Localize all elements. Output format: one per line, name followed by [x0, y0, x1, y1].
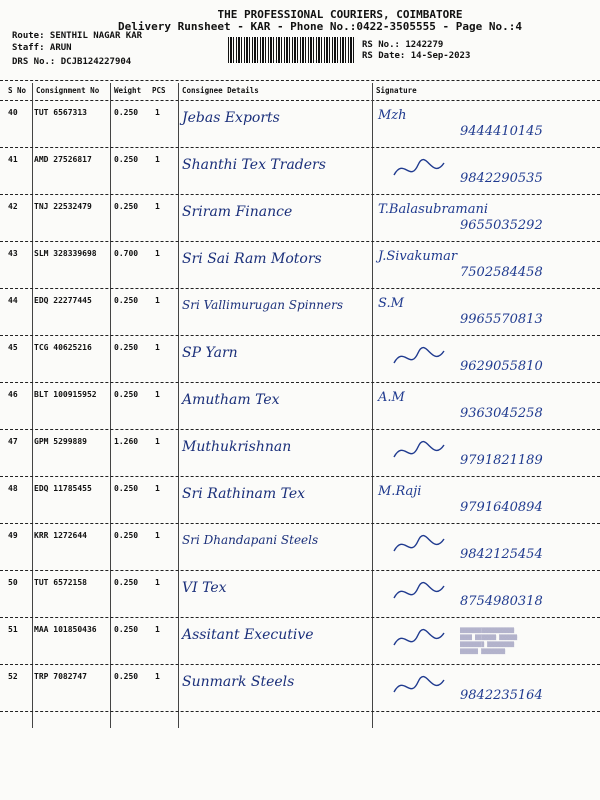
- table-row: [0, 102, 600, 149]
- row-pcs: 1: [155, 155, 160, 164]
- row-weight: 0.250: [114, 672, 139, 681]
- row-sno: 49: [8, 531, 18, 540]
- row-divider: [0, 523, 600, 524]
- row-consignment: AMD 27526817: [34, 155, 92, 164]
- table-row: [0, 149, 600, 196]
- row-divider: [0, 335, 600, 336]
- row-pcs: 1: [155, 437, 160, 446]
- header-rule: [0, 80, 600, 81]
- signature-scribble: [392, 343, 452, 373]
- row-divider: [0, 382, 600, 383]
- row-divider: [0, 147, 600, 148]
- row-signature-name: Mzh: [378, 108, 407, 123]
- row-consignee: Sunmark Steels: [182, 674, 295, 690]
- row-pcs: 1: [155, 343, 160, 352]
- row-signature-name: M.Raji: [378, 484, 422, 499]
- row-pcs: 1: [155, 672, 160, 681]
- row-signature-name: S.M: [378, 296, 404, 311]
- table-row: [0, 525, 600, 572]
- row-pcs: 1: [155, 484, 160, 493]
- row-weight: 0.250: [114, 155, 139, 164]
- row-weight: 0.250: [114, 296, 139, 305]
- row-consignee: Sri Rathinam Tex: [182, 486, 306, 502]
- row-divider: [0, 241, 600, 242]
- col-pcs: PCS: [152, 86, 166, 95]
- row-consignee: Shanthi Tex Traders: [182, 157, 326, 173]
- table-row: [0, 478, 600, 525]
- table-row: [0, 196, 600, 243]
- row-divider: [0, 617, 600, 618]
- row-consignee: Amutham Tex: [182, 392, 280, 408]
- row-pcs: 1: [155, 531, 160, 540]
- row-sno: 40: [8, 108, 18, 117]
- row-consignee: Sri Vallimurugan Spinners: [182, 298, 343, 312]
- row-pcs: 1: [155, 202, 160, 211]
- row-signature-phone: 7502584458: [460, 265, 543, 280]
- row-pcs: 1: [155, 390, 160, 399]
- runsheet-subtitle: Delivery Runsheet - KAR - Phone No.:0422-3505555 - Page No.:4: [118, 20, 522, 33]
- route-label: Route: SENTHIL NAGAR KAR: [12, 31, 143, 41]
- barcode: [228, 37, 356, 63]
- row-signature-phone: 9655035292: [460, 218, 543, 233]
- row-divider: [0, 570, 600, 571]
- row-sno: 48: [8, 484, 18, 493]
- row-sno: 45: [8, 343, 18, 352]
- row-weight: 0.700: [114, 249, 139, 258]
- row-weight: 0.250: [114, 390, 139, 399]
- col-consignment: Consignment No: [36, 86, 100, 95]
- table-row: [0, 290, 600, 337]
- row-consignee: Sri Dhandapani Steels: [182, 533, 319, 547]
- row-weight: 0.250: [114, 578, 139, 587]
- row-consignee: Sri Sai Ram Motors: [182, 251, 322, 267]
- row-pcs: 1: [155, 296, 160, 305]
- signature-scribble: [392, 625, 452, 655]
- row-signature-phone: 9965570813: [460, 312, 543, 327]
- col-consignee: Consignee Details: [182, 86, 259, 95]
- row-divider: [0, 429, 600, 430]
- signature-scribble: [392, 578, 452, 608]
- row-consignee: Jebas Exports: [182, 110, 280, 126]
- row-signature-phone: 9842125454: [460, 547, 543, 562]
- row-weight: 0.250: [114, 484, 139, 493]
- row-divider: [0, 476, 600, 477]
- row-consignment: TNJ 22532479: [34, 202, 92, 211]
- row-pcs: 1: [155, 108, 160, 117]
- table-row: [0, 384, 600, 431]
- row-weight: 0.250: [114, 343, 139, 352]
- row-sno: 47: [8, 437, 18, 446]
- row-signature-name: A.M: [378, 390, 405, 405]
- row-divider: [0, 194, 600, 195]
- col-weight: Weight: [114, 86, 142, 95]
- row-consignee: Assitant Executive: [182, 627, 314, 643]
- row-pcs: 1: [155, 578, 160, 587]
- row-consignee: Muthukrishnan: [182, 439, 292, 455]
- row-consignment: TUT 6567313: [34, 108, 87, 117]
- row-weight: 1.260: [114, 437, 139, 446]
- col-sno: S No: [8, 86, 27, 95]
- row-consignment: GPM 5299889: [34, 437, 87, 446]
- row-sno: 46: [8, 390, 18, 399]
- row-consignment: TUT 6572158: [34, 578, 87, 587]
- signature-scribble: [392, 155, 452, 185]
- row-weight: 0.250: [114, 108, 139, 117]
- row-signature-name: T.Balasubramani: [378, 202, 489, 217]
- rs-date: RS Date: 14-Sep-2023: [362, 51, 471, 61]
- col-signature: Signature: [376, 86, 417, 95]
- delivery-stamp: ▒▒▒▒▒▒▒▒▒▒▒▒▒▒▒▒▒▒ ▒▒▒▒ ▒▒▒▒▒▒▒ ▒▒▒▒▒▒ ▒▒▒▒▒▒▒▒ ▒▒▒▒▒▒▒▒▒ ▒▒▒▒▒▒ ▒▒▒▒▒▒▒▒: [460, 628, 518, 655]
- row-weight: 0.250: [114, 202, 139, 211]
- row-consignment: SLM 328339698: [34, 249, 97, 258]
- table-row: [0, 337, 600, 384]
- row-consignee: VI Tex: [182, 580, 227, 596]
- row-weight: 0.250: [114, 531, 139, 540]
- signature-scribble: [392, 672, 452, 702]
- page-title: THE PROFESSIONAL COURIERS, COIMBATORE: [217, 8, 463, 21]
- rs-number: RS No.: 1242279: [362, 40, 444, 50]
- row-signature-phone: 9444410145: [460, 124, 543, 139]
- row-signature-phone: 9842290535: [460, 171, 543, 186]
- row-pcs: 1: [155, 625, 160, 634]
- row-consignment: EDQ 22277445: [34, 296, 92, 305]
- row-consignment: BLT 100915952: [34, 390, 97, 399]
- row-sno: 52: [8, 672, 18, 681]
- row-signature-phone: 9363045258: [460, 406, 543, 421]
- row-signature-name: J.Sivakumar: [378, 249, 458, 264]
- column-rule: [0, 100, 600, 101]
- row-signature-phone: 9791821189: [460, 453, 543, 468]
- table-row: [0, 431, 600, 478]
- row-consignment: MAA 101850436: [34, 625, 97, 634]
- signature-scribble: [392, 437, 452, 467]
- row-sno: 51: [8, 625, 18, 634]
- row-weight: 0.250: [114, 625, 139, 634]
- row-signature-phone: 8754980318: [460, 594, 543, 609]
- row-consignee: Sriram Finance: [182, 204, 293, 220]
- row-consignment: TCG 40625216: [34, 343, 92, 352]
- row-consignment: KRR 1272644: [34, 531, 87, 540]
- row-signature-phone: 9842235164: [460, 688, 543, 703]
- row-divider: [0, 711, 600, 712]
- row-pcs: 1: [155, 249, 160, 258]
- row-sno: 50: [8, 578, 18, 587]
- row-sno: 44: [8, 296, 18, 305]
- row-sno: 42: [8, 202, 18, 211]
- row-signature-phone: 9629055810: [460, 359, 543, 374]
- row-consignee: SP Yarn: [182, 345, 238, 361]
- row-divider: [0, 288, 600, 289]
- row-signature-phone: 9791640894: [460, 500, 543, 515]
- row-consignment: EDQ 11785455: [34, 484, 92, 493]
- table-row: [0, 243, 600, 290]
- row-consignment: TRP 7082747: [34, 672, 87, 681]
- staff-label: Staff: ARUN: [12, 43, 72, 53]
- row-sno: 43: [8, 249, 18, 258]
- signature-scribble: [392, 531, 452, 561]
- table-row: [0, 572, 600, 619]
- row-sno: 41: [8, 155, 18, 164]
- drs-number: DRS No.: DCJB124227904: [12, 57, 132, 67]
